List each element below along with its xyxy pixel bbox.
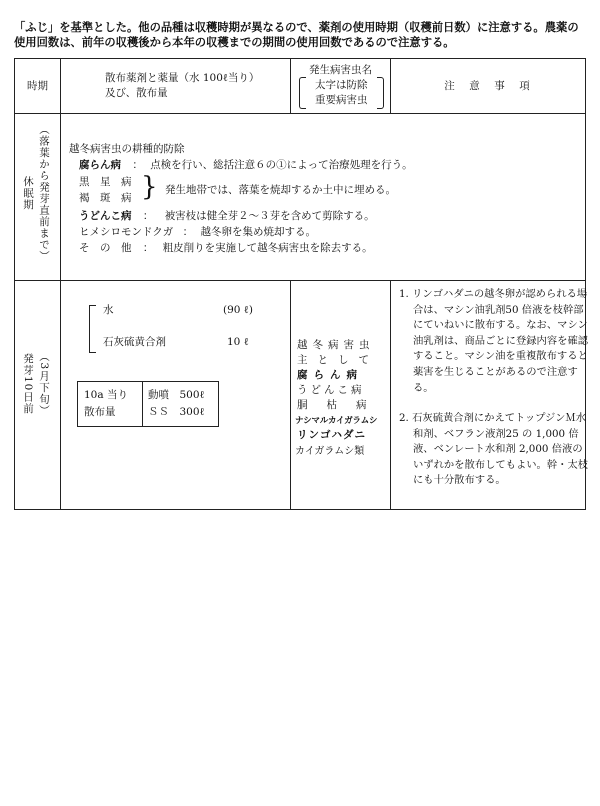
period-header-label: 時期 <box>27 80 48 92</box>
chemical-name: 石灰硫黄合剤 <box>103 336 166 348</box>
pest-item-bold: ナシマルカイガラムシ <box>295 416 378 426</box>
notes-header-label: 注 意 事 項 <box>444 80 532 92</box>
dormant-row <box>15 114 585 281</box>
budding-chemical-cell <box>61 281 291 509</box>
dormant-item-sep: ： <box>132 159 143 171</box>
dormant-item-text: 点検を行い、総括注意６の①によって治療処理を行う。 <box>150 159 413 171</box>
budding-period-cell <box>15 281 61 509</box>
pest-item-bold: リンゴハダニ <box>297 429 366 441</box>
chemical-row <box>103 303 263 318</box>
spray-volume-label: 散布量 <box>84 406 116 418</box>
spray-volume-label: 10a 当り <box>84 389 128 401</box>
pest-item <box>295 413 377 429</box>
pest-header-left-bracket <box>299 77 306 109</box>
dormant-item <box>79 158 413 173</box>
dormant-item-name: うどんこ病 <box>79 210 132 222</box>
budding-pest-cell <box>291 281 391 509</box>
dormant-item <box>79 191 132 206</box>
dormant-item-name: 黒 星 病 <box>79 176 132 188</box>
budding-period-sub: （3月下旬） <box>38 351 50 417</box>
dormant-item-text: 粗皮削りを実施して越冬病害虫を除去する。 <box>162 242 373 254</box>
spray-volume-divider <box>142 382 143 426</box>
intro-text: 「ふじ」を基準とした。他の品種は収穫時期が異なるので、薬剤の使用時期（収穫前日数）に注意する。農薬の使用回数は、前年の収穫後から本年の収穫までの期間の使用回数であるので注意する。 <box>14 21 579 49</box>
pest-header-line3: 重要病害虫 <box>315 94 368 106</box>
note-item: 1. リンゴハダニの越冬卵が認められる場合は、マシン油乳剤50 倍液を枝幹部にていねいに散布する。なお、マシン油乳剤は、商品ごとに登録内容を確認すること。マシン油を重複散布すると薬害を生じることがあるので注意する。 <box>399 288 589 394</box>
dormant-item <box>79 225 316 240</box>
dormant-item <box>79 175 132 190</box>
spray-volume-value: ＳＳ 300ℓ <box>148 406 205 418</box>
pest-header <box>291 59 391 113</box>
chemical-row <box>103 335 263 350</box>
note-item: 2. 石灰硫黄合剤にかえてトップジンＭ水和剤、ベフラン液剤25 の 1,000 倍液、ベンレート水和剤 2,000 倍液のいずれかを散布してもよい。幹・太枝にも十分散布する。 <box>399 412 589 487</box>
pest-item <box>297 368 363 383</box>
dormant-item-text: 越冬卵を集め焼却する。 <box>200 226 316 238</box>
dormant-item-text: 発生地帯では、落葉を焼却するか土中に埋める。 <box>165 184 396 196</box>
spray-volume-box <box>77 381 219 427</box>
pest-item <box>297 428 366 443</box>
dormant-period-main: 休眠期 <box>22 176 34 211</box>
dormant-content <box>61 114 585 280</box>
chemical-amount: (90 ℓ) <box>223 304 253 316</box>
budding-notes-cell <box>391 281 589 509</box>
dormant-item-name: ヒメシロモンドクガ <box>79 226 174 238</box>
chemical-header-line1: 散布薬剤と薬量（水 100ℓ当り） <box>105 72 260 84</box>
dormant-item-text: 被害枝は健全芽２～３芽を含めて剪除する。 <box>164 210 375 222</box>
pest-header-line1: 発生病害虫名 <box>309 64 372 76</box>
dormant-item-name: 褐 斑 病 <box>79 192 132 204</box>
chemical-bracket <box>89 305 96 353</box>
pest-item: うどんこ病 <box>297 384 365 396</box>
pest-item: 主として <box>297 354 379 366</box>
dormant-item-sep: ： <box>142 210 154 222</box>
dormant-period-sub: （落葉から発芽直前まで） <box>38 124 50 262</box>
period-header <box>15 59 61 113</box>
dormant-title: 越冬病害虫の耕種的防除 <box>69 143 185 155</box>
dormant-item <box>79 241 373 256</box>
spray-schedule-table <box>14 58 589 510</box>
table-header-row <box>15 59 585 114</box>
pest-item: 越冬病害虫 <box>297 339 375 351</box>
chemical-amount: 10 ℓ <box>227 336 249 348</box>
dormant-item-name: 腐らん病 <box>79 159 121 171</box>
notes-header <box>391 59 585 113</box>
budding-row <box>15 281 589 509</box>
chemical-name: 水 <box>103 304 114 316</box>
budding-period-main: 発芽10日前 <box>22 353 34 415</box>
pest-item-bold: 腐らん病 <box>297 369 363 381</box>
chemical-header <box>61 59 291 113</box>
dormant-item-sep: ： <box>142 242 154 254</box>
dormant-item-name: そ の 他 <box>79 242 132 254</box>
pest-header-line2: 太字は防除 <box>315 79 368 91</box>
pest-header-right-bracket <box>377 77 384 109</box>
dormant-item <box>79 209 375 224</box>
right-brace: } <box>141 172 158 202</box>
chemical-header-line2: 及び、散布量 <box>105 87 168 99</box>
pest-item: カイガラムシ類 <box>295 446 365 457</box>
pest-item: 胴枯病 <box>297 399 386 411</box>
dormant-period-cell <box>15 114 61 280</box>
dormant-item-sep: ： <box>182 226 194 238</box>
spray-volume-value: 動噴 500ℓ <box>148 389 205 401</box>
